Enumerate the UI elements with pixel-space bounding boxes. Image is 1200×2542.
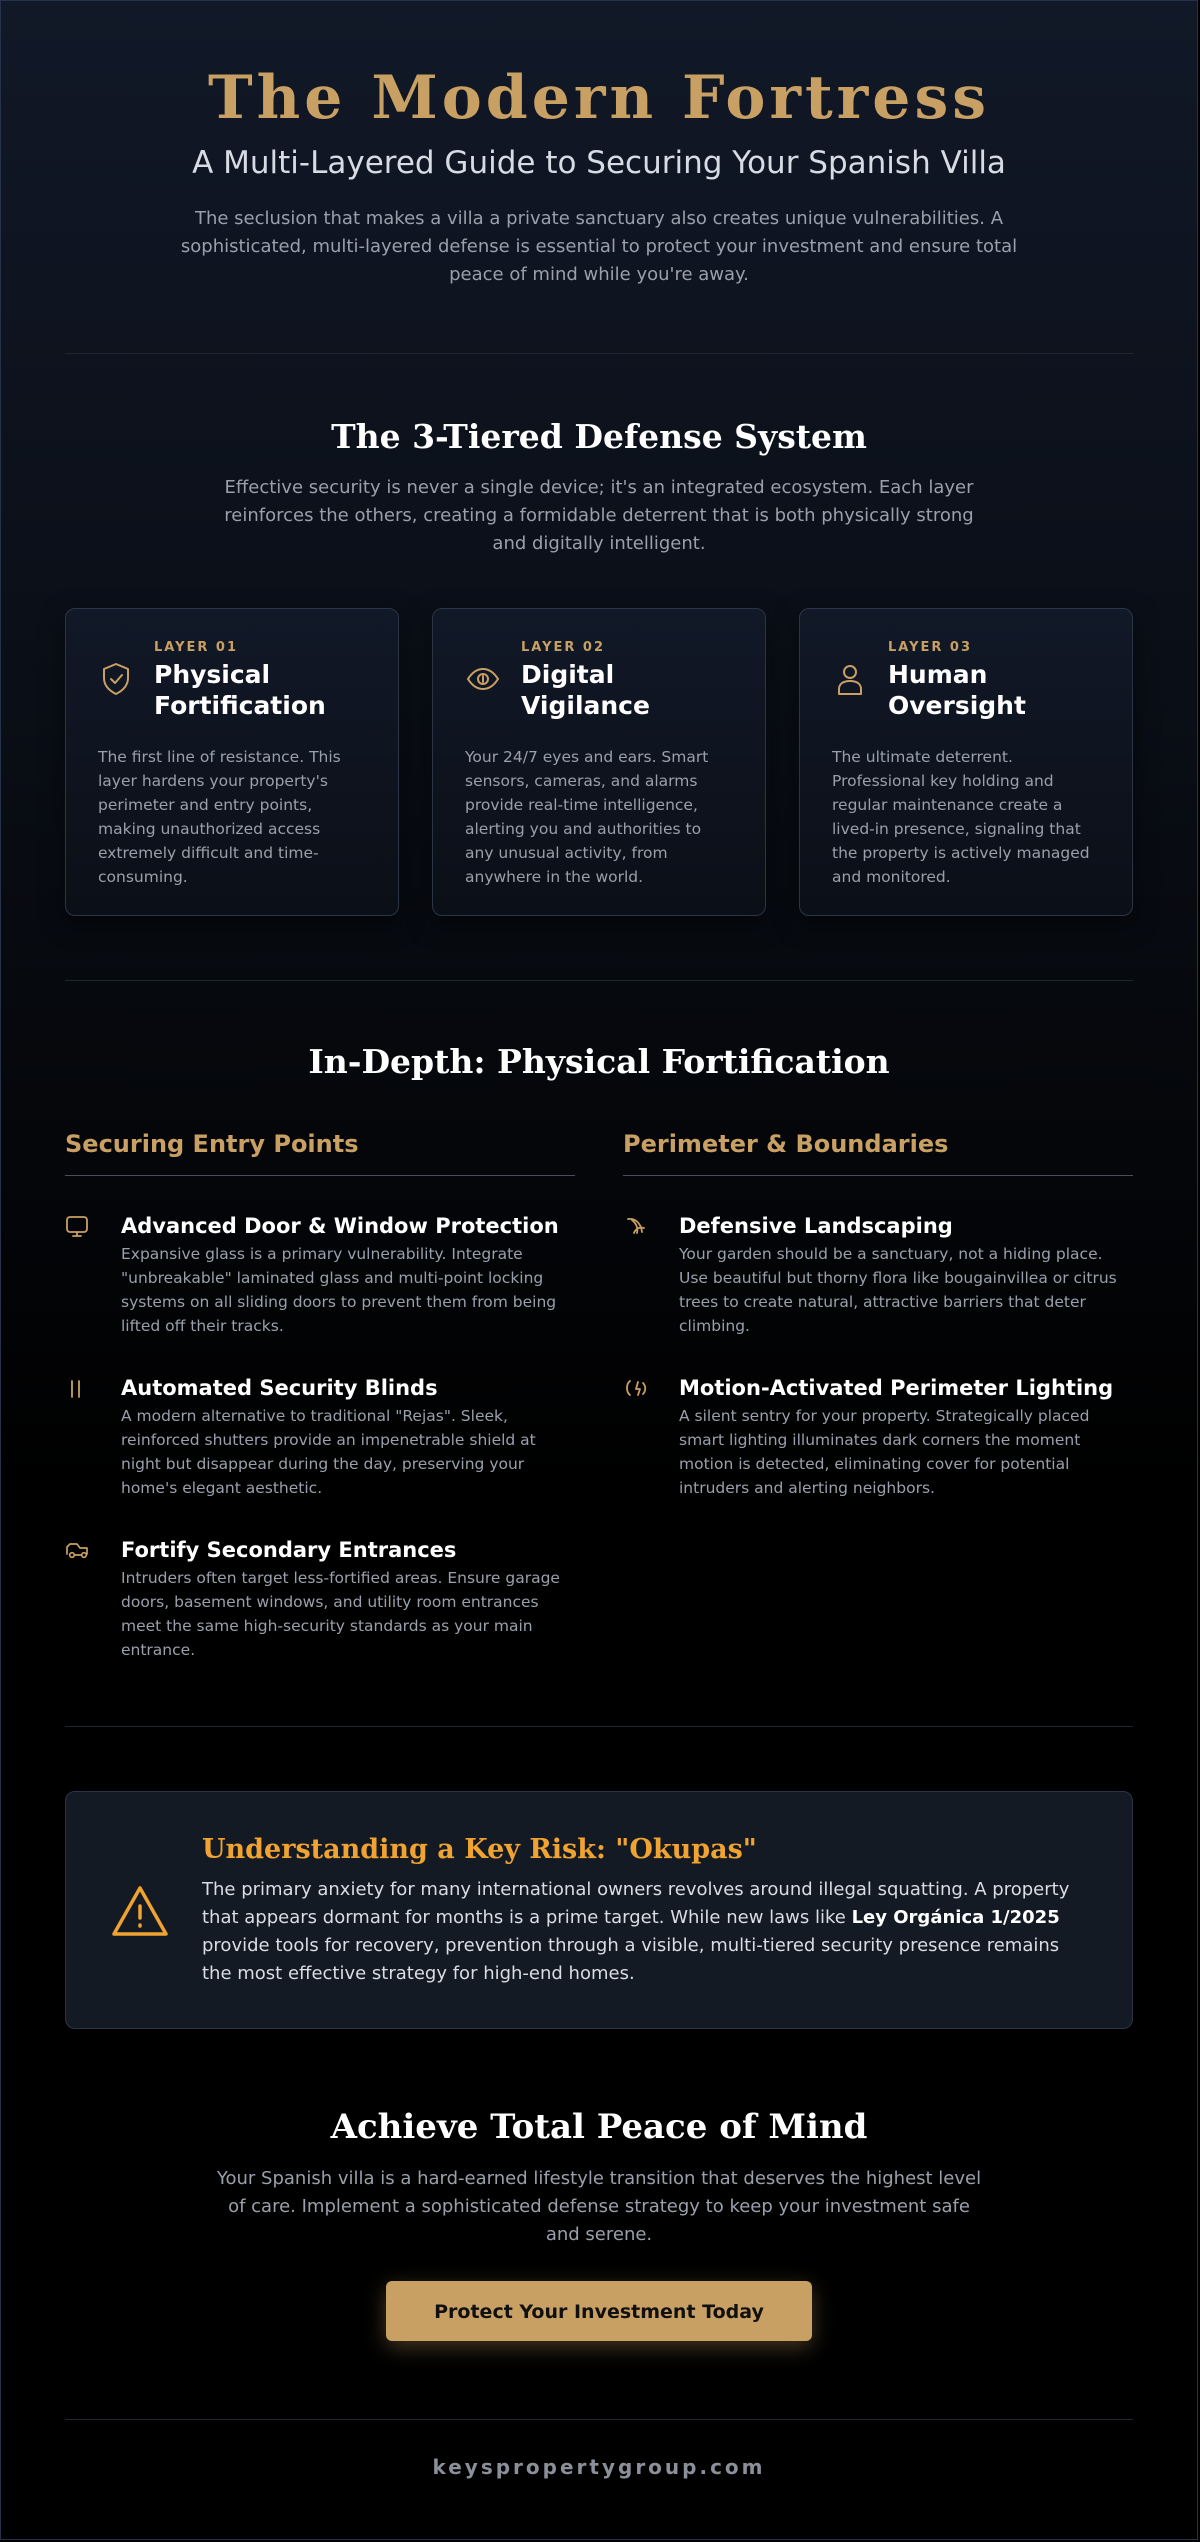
plant-icon <box>623 1214 649 1240</box>
tier-title-line: Vigilance <box>521 691 650 720</box>
depth-section <box>65 981 1133 1662</box>
eye-camera-icon <box>465 661 501 697</box>
tiers-title: The 3-Tiered Defense System <box>331 417 867 456</box>
risk-body-text: The primary anxiety for many international owners revolves around illegal squatting. A property that appears dormant for months is a prime target. While new laws like <box>202 1879 1070 1928</box>
okupas-risk-callout <box>65 1791 1133 2029</box>
risk-title: Understanding a Key Risk: "Okupas" <box>202 1834 757 1865</box>
tier-kicker: LAYER 03 <box>888 640 973 655</box>
tier-title <box>888 659 1026 721</box>
tier-card-digital <box>432 608 766 916</box>
tier-title-line: Digital <box>521 660 615 689</box>
cta-section <box>65 2105 1133 2341</box>
content <box>65 1 1133 2480</box>
tier-title-line: Fortification <box>154 691 326 720</box>
feature-title: Fortify Secondary Entrances <box>121 1538 457 1562</box>
tier-kicker: LAYER 01 <box>154 640 239 655</box>
feature-body: A modern alternative to traditional "Rejas". Sleek, reinforced shutters provide an impenetrable shield at night but disappear during the day, preserving your home's elegant aesthetic. <box>121 1407 536 1497</box>
tier-title <box>154 659 326 721</box>
cta-title: Achieve Total Peace of Mind <box>330 2107 868 2147</box>
tier-body: The ultimate deterrent. Professional key holding and regular maintenance create a lived-in presence, signaling that the property is actively managed and monitored. <box>832 748 1090 886</box>
column-title: Perimeter & Boundaries <box>623 1129 1133 1176</box>
hero-intro: The seclusion that makes a villa a private sanctuary also creates unique vulnerabilities. A sophisticated, multi-layered defense is essential to protect your investment and ensure total peace of mind while you're away. <box>180 208 1018 285</box>
motion-light-icon <box>623 1376 649 1402</box>
perimeter-column <box>623 1129 1133 1662</box>
feature-body: Your garden should be a sanctuary, not a hiding place. Use beautiful but thorny flora like bougainvillea or citrus trees to create natural, attractive barriers that deter climbing. <box>679 1245 1117 1335</box>
feature-title: Defensive Landscaping <box>679 1214 953 1238</box>
person-icon <box>832 661 868 697</box>
footer-site-link[interactable]: keyspropertygroup.com <box>432 2455 766 2479</box>
tier-title-line: Human <box>888 660 988 689</box>
tiers-intro: Effective security is never a single device; it's an integrated ecosystem. Each layer reinforces the others, creating a formidable deterrent that is both physically strong and digitally intelligent. <box>224 477 974 554</box>
feature-item <box>65 1536 575 1662</box>
tiers-section <box>65 354 1133 916</box>
tier-title-line: Physical <box>154 660 271 689</box>
feature-item <box>65 1374 575 1500</box>
warning-triangle-icon <box>110 1882 170 1942</box>
cta-body: Your Spanish villa is a hard-earned lifestyle transition that deserves the highest level of care. Implement a sophisticated defense strategy to keep your investment safe and serene. <box>216 2168 982 2245</box>
protect-investment-button[interactable]: Protect Your Investment Today <box>386 2281 812 2341</box>
page-subtitle: A Multi-Layered Guide to Securing Your Spanish Villa <box>192 145 1006 181</box>
feature-item <box>623 1212 1133 1338</box>
page-title: The Modern Fortress <box>207 63 991 133</box>
feature-title: Automated Security Blinds <box>121 1376 438 1400</box>
blinds-icon <box>65 1376 91 1402</box>
tier-title-line: Oversight <box>888 691 1026 720</box>
tier-title <box>521 659 650 721</box>
feature-body: Expansive glass is a primary vulnerability. Integrate "unbreakable" laminated glass and multi-point locking systems on all sliding doors to prevent them from being lifted off their tracks. <box>121 1245 557 1335</box>
tier-card-human <box>799 608 1133 916</box>
feature-title: Advanced Door & Window Protection <box>121 1214 559 1238</box>
feature-item <box>623 1374 1133 1500</box>
column-title: Securing Entry Points <box>65 1129 575 1176</box>
divider <box>65 1726 1133 1727</box>
tier-card-physical <box>65 608 399 916</box>
tier-cards <box>65 608 1133 916</box>
depth-columns <box>65 1129 1133 1662</box>
tier-body: Your 24/7 eyes and ears. Smart sensors, cameras, and alarms provide real-time intelligence, alerting you and authorities to any unusual activity, from anywhere in the world. <box>465 748 709 886</box>
hero <box>65 1 1133 289</box>
garage-car-icon <box>65 1538 91 1564</box>
risk-law-name: Ley Orgánica 1/2025 <box>851 1907 1060 1928</box>
tier-body: The first line of resistance. This layer hardens your property's perimeter and entry points, making unauthorized access extremely difficult and time-consuming. <box>98 748 341 886</box>
shield-check-icon <box>98 661 134 697</box>
feature-title: Motion-Activated Perimeter Lighting <box>679 1376 1114 1400</box>
entry-points-column <box>65 1129 575 1662</box>
feature-body: Intruders often target less-fortified areas. Ensure garage doors, basement windows, and utility room entrances meet the same high-security standards as your main entrance. <box>121 1569 560 1659</box>
depth-title: In-Depth: Physical Fortification <box>308 1042 890 1081</box>
divider <box>65 2419 1133 2420</box>
risk-body <box>202 1876 1072 1988</box>
feature-body: A silent sentry for your property. Strategically placed smart lighting illuminates dark corners the moment motion is detected, eliminating cover for potential intruders and alerting neighbors. <box>679 1407 1090 1497</box>
window-icon <box>65 1214 91 1240</box>
tier-kicker: LAYER 02 <box>521 640 606 655</box>
feature-item <box>65 1212 575 1338</box>
risk-body-text: provide tools for recovery, prevention through a visible, multi-tiered security presence remains the most effective strategy for high-end homes. <box>202 1935 1060 1984</box>
